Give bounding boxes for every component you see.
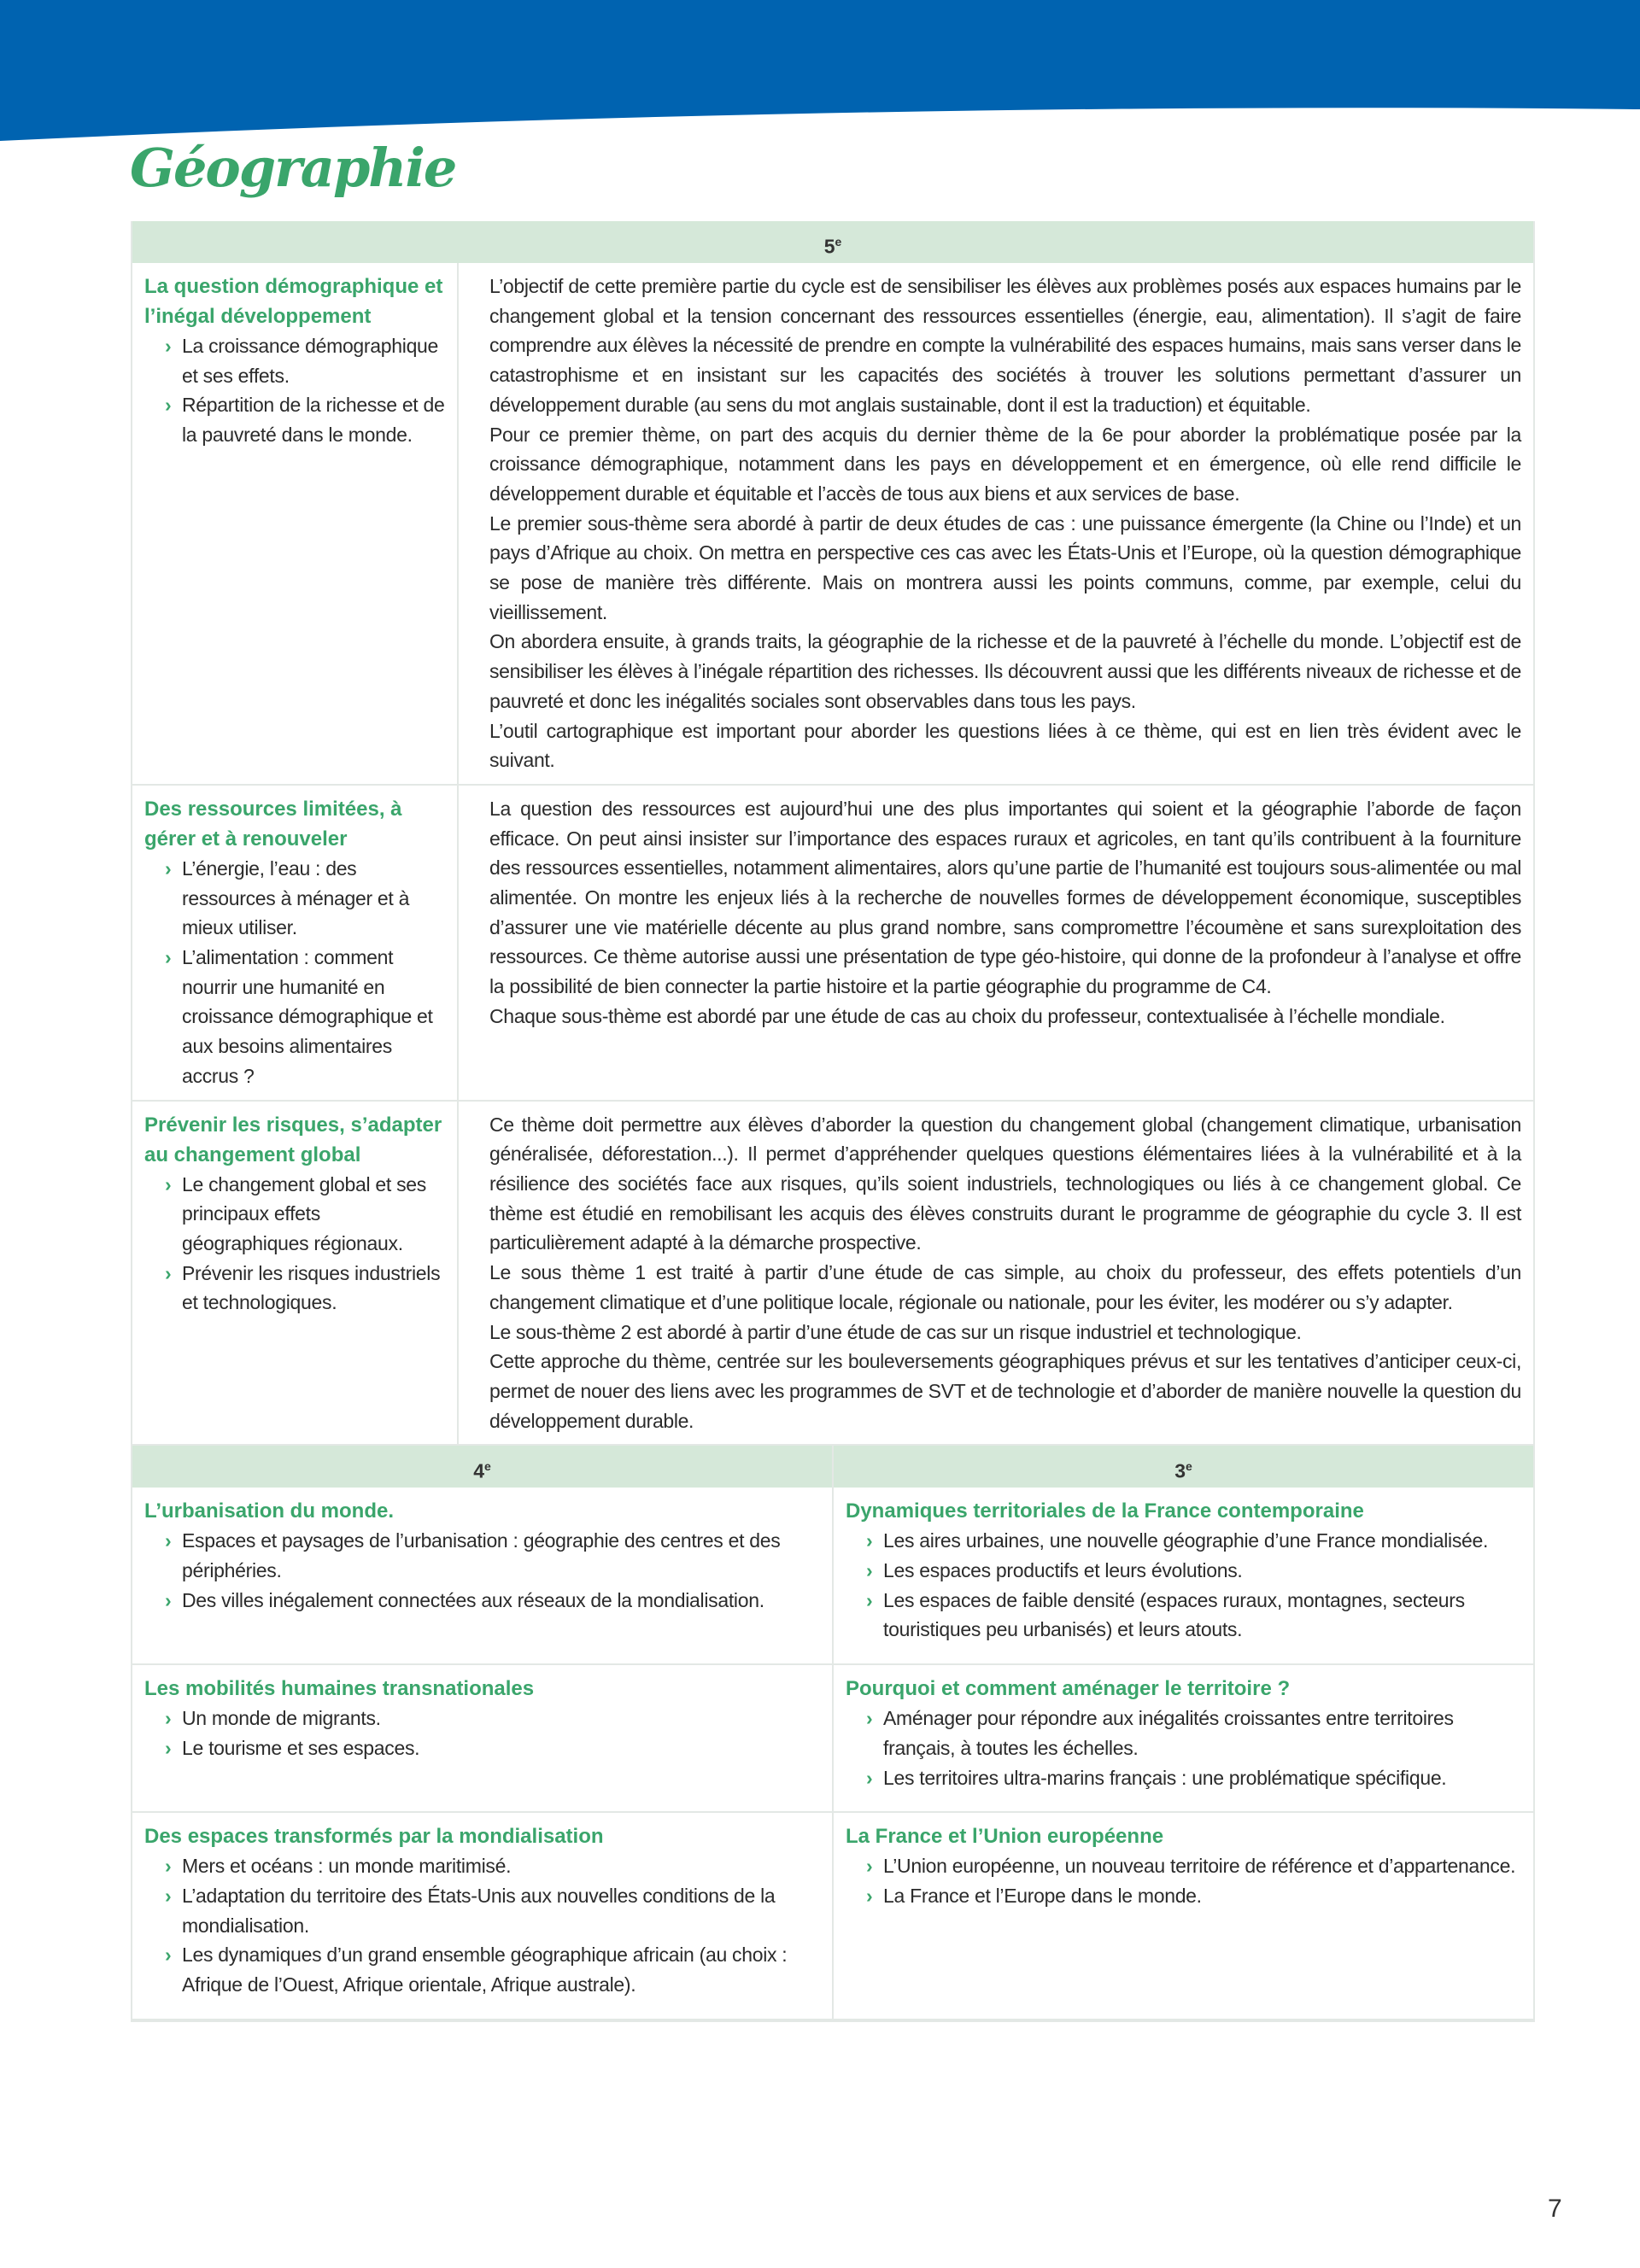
list-item: › Répartition de la richesse et de la pauvreté dans le monde. [170, 390, 445, 449]
page-number: 7 [1548, 2195, 1562, 2223]
list-item: › La France et l’Europe dans le monde. [871, 1881, 1521, 1911]
grade-3-header: 3e [834, 1446, 1533, 1488]
chevron-icon: › [866, 1529, 873, 1552]
chevron-icon: › [165, 856, 172, 880]
commentary-paragraph: Chaque sous-thème est abordé par une étude de cas au choix du professeur, contextualisée à l’échelle mondiale. [489, 1004, 1445, 1027]
topic-list [846, 1526, 1521, 1645]
topic-list [144, 331, 445, 450]
list-item: › Les espaces productifs et leurs évolutions. [871, 1556, 1521, 1586]
list-item: › L’Union européenne, un nouveau territoire de référence et d’appartenance. [871, 1851, 1521, 1881]
commentary-paragraph: L’outil cartographique est important pour aborder les questions liées à ce thème, qui est en lien très évident avec le suivant. [489, 719, 1521, 772]
theme-heading: Dynamiques territoriales de la France contemporaine [846, 1499, 1364, 1523]
theme-row [132, 263, 1533, 786]
chevron-icon: › [165, 946, 172, 969]
chevron-icon: › [165, 1884, 172, 1907]
list-item: › La croissance démographique et ses effets. [170, 331, 445, 390]
chevron-icon: › [866, 1766, 873, 1789]
theme-heading: L’urbanisation du monde. [144, 1499, 395, 1523]
chevron-icon: › [866, 1884, 873, 1907]
theme-row [132, 1488, 1533, 1665]
grade-4-header: 4e [132, 1446, 834, 1488]
theme-heading: La France et l’Union européenne [846, 1825, 1164, 1849]
chevron-icon: › [165, 1707, 172, 1730]
topic-list [144, 854, 445, 1091]
list-item: › Le tourisme et ses espaces. [170, 1733, 820, 1763]
list-item: › Un monde de migrants. [170, 1704, 820, 1733]
curriculum-table [131, 221, 1535, 2022]
list-item: › Des villes inégalement connectées aux réseaux de la mondialisation. [170, 1586, 820, 1616]
topic-list [846, 1851, 1521, 1910]
chevron-icon: › [866, 1855, 873, 1878]
topic-list [144, 1704, 820, 1762]
commentary-paragraph: Ce thème doit permettre aux élèves d’aborder la question du changement global (changement climatique, urbanisation généralisée, déforestation...). Il permet d’appréhender quelques questions élémentaires liées à la vulnérabilité et à la résilience des sociétés face aux risques, qu’ils soient industriels, technologiques ou liés à ce changement global. Ce thème est étudié en remobilisant les acquis des élèves construits durant le programme de géographie du cycle 3. Il est particulièrement adapté à la démarche prospective. [489, 1113, 1521, 1254]
chevron-icon: › [866, 1588, 873, 1611]
commentary-paragraph: L’objectif de cette première partie du cycle est de sensibiliser les élèves aux problèmes posés aux espaces humains par le changement global et la tension concernant des ressources essentielles (énergie, eau, alimentation). Il s’agit de faire comprendre aux élèves la nécessité de prendre en compte la vulnérabilité des espaces humains, mais sans verser dans le catastrophisme et en insistant sur les capacités des sociétés à trouver les solutions permettant d’assurer un développement durable (au sens du mot anglais sustainable, dont il est la traduction) et équitable. [489, 275, 1521, 416]
topic-list [144, 1851, 820, 2000]
chevron-icon: › [165, 394, 172, 417]
chevron-icon: › [165, 1736, 172, 1759]
list-item: › L’adaptation du territoire des États-Unis aux nouvelles conditions de la mondialisation. [170, 1881, 820, 1940]
theme-heading: Les mobilités humaines transnationales [144, 1677, 535, 1701]
commentary-paragraph: Le sous thème 1 est traité à partir d’une étude de cas simple, au choix du professeur, des effets potentiels d’un changement climatique et d’une politique locale, régionale ou nationale, pour les éviter, les modérer ou s’y adapter. [489, 1261, 1521, 1313]
commentary-paragraph: Cette approche du thème, centrée sur les bouleversements géographiques prévus et sur les tentatives d’anticiper ceux-ci, permet de nouer des liens avec les programmes de SVT et de technologie et d’aborder de manière nouvelle la question du développement durable. [489, 1350, 1521, 1432]
list-item: › Aménager pour répondre aux inégalités croissantes entre territoires français, à toutes les échelles. [871, 1704, 1521, 1762]
theme-row [132, 1813, 1533, 2020]
theme-heading: La question démographique et l’inégal développement [144, 275, 443, 328]
theme-row [132, 1102, 1533, 1447]
topic-list [846, 1704, 1521, 1792]
list-item: › Espaces et paysages de l’urbanisation : géographie des centres et des périphéries. [170, 1526, 820, 1585]
commentary-paragraph: Le premier sous-thème sera abordé à partir de deux études de cas : une puissance émergente (la Chine ou l’Inde) et un pays d’Afrique au choix. On mettra en perspective ces cas avec les États-Unis et l’Europe, où la question démographique se pose de manière très différente. Mais on montrera aussi les points communs, comme, par exemple, celui du vieillissement. [489, 511, 1521, 623]
header-band [0, 0, 1640, 154]
list-item: › Les dynamiques d’un grand ensemble géographique africain (au choix : Afrique de l’Ouest, Afrique orientale, Afrique australe). [170, 1940, 820, 1999]
chevron-icon: › [866, 1559, 873, 1582]
chevron-icon: › [165, 1261, 172, 1284]
topic-list [144, 1526, 820, 1615]
list-item: › Le changement global et ses principaux effets géographiques régionaux. [170, 1170, 445, 1259]
commentary-paragraph: Le sous-thème 2 est abordé à partir d’une étude de cas sur un risque industriel et technologique. [489, 1320, 1302, 1343]
list-item: › Les espaces de faible densité (espaces ruraux, montagnes, secteurs touristiques peu urbanisés) et leurs atouts. [871, 1586, 1521, 1645]
commentary-paragraph: Pour ce premier thème, on part des acquis du dernier thème de la 6e pour aborder la problématique posée par la croissance démographique, notamment dans les pays en développement et en émergence, où elle rend difficile le développement durable et équitable et l’accès de tous aux biens et aux services de base. [489, 423, 1521, 505]
theme-heading: Prévenir les risques, s’adapter au changement global [144, 1113, 442, 1166]
grade-5-header: 5e [132, 221, 1533, 263]
theme-row [132, 1665, 1533, 1813]
chevron-icon: › [165, 335, 172, 357]
theme-heading: Des ressources limitées, à gérer et à renouveler [144, 797, 402, 850]
theme-heading: Pourquoi et comment aménager le territoire ? [846, 1677, 1291, 1701]
list-item: › Mers et océans : un monde maritimisé. [170, 1851, 820, 1881]
list-item: › L’énergie, l’eau : des ressources à ménager et à mieux utiliser. [170, 854, 445, 943]
chevron-icon: › [165, 1855, 172, 1878]
chevron-icon: › [866, 1707, 873, 1730]
chevron-icon: › [165, 1529, 172, 1552]
topic-list [144, 1170, 445, 1318]
list-item: › Les aires urbaines, une nouvelle géographie d’une France mondialisée. [871, 1526, 1521, 1556]
commentary-paragraph: La question des ressources est aujourd’hui une des plus importantes qui soient et la géographie l’aborde de façon efficace. On peut ainsi insister sur l’importance des espaces ruraux et agricoles, en tant qu’ils contribuent à la fourniture des ressources essentielles, notamment alimentaires, alors qu’une partie de l’humanité est toujours sous-alimentée ou mal alimentée. On montre les enjeux liés à la recherche de nouvelles formes de développement économique, susceptibles d’assurer une vie matérielle décente au plus grand nombre, sans compromettre l’écoumène et sans surexploitation des ressources. Ce thème autorise aussi une présentation de type géo-histoire, qui donne de la profondeur à l’analyse et offre la possibilité de bien connecter la partie histoire et la partie géographie du programme de C4. [489, 797, 1521, 998]
theme-row [132, 786, 1533, 1102]
theme-heading: Des espaces transformés par la mondialisation [144, 1825, 604, 1849]
list-item: › Prévenir les risques industriels et technologiques. [170, 1259, 445, 1318]
list-item: › Les territoires ultra-marins français : une problématique spécifique. [871, 1763, 1521, 1793]
commentary-paragraph: On abordera ensuite, à grands traits, la géographie de la richesse et de la pauvreté à l’échelle du monde. L’objectif est de sensibiliser les élèves à l’inégale répartition des richesses. Ils découvrent aussi que les différents niveaux de richesse et de pauvreté et donc les inégalités sociales sont observables dans tous les pays. [489, 630, 1521, 712]
chevron-icon: › [165, 1588, 172, 1611]
list-item: › L’alimentation : comment nourrir une humanité en croissance démographique et aux besoins alimentaires accrus ? [170, 943, 445, 1091]
page-title: Géographie [130, 137, 456, 199]
chevron-icon: › [165, 1172, 172, 1195]
chevron-icon: › [165, 1944, 172, 1967]
